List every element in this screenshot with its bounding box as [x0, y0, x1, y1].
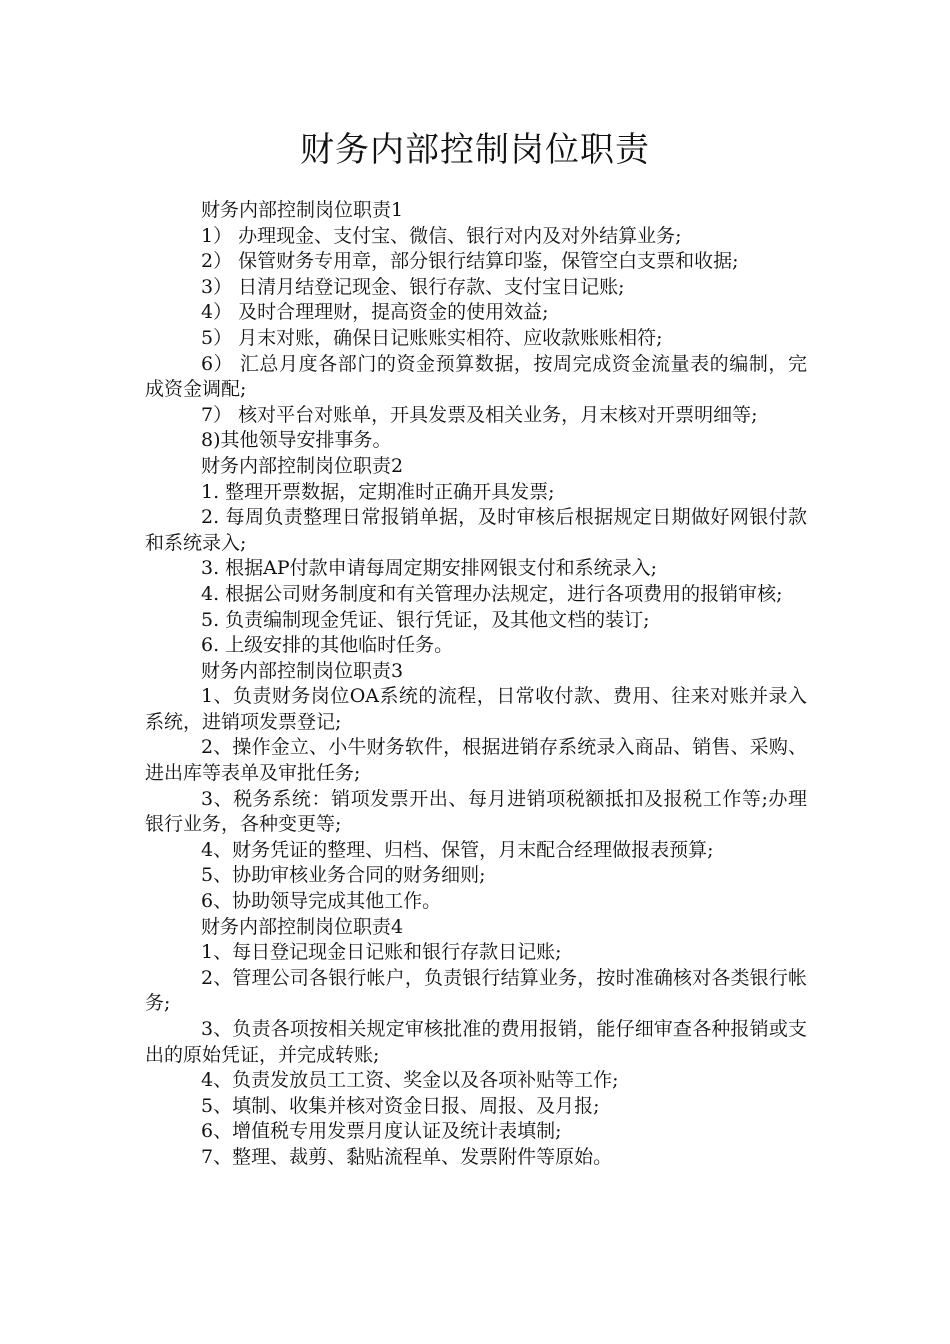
duty-item: 7） 核对平台对账单，开具发票及相关业务，月末核对开票明细等; [201, 403, 758, 426]
duty-item: 1、负责财务岗位OA系统的流程，日常收付款、费用、往来对账并录入系统，进销项发票登记; [145, 685, 807, 733]
duty-item: 4、财务凭证的整理、归档、保管，月末配合经理做报表预算; [201, 838, 714, 861]
duty-item: 5. 负责编制现金凭证、银行凭证，及其他文档的装订; [201, 608, 650, 631]
duty-item: 6） 汇总月度各部门的资金预算数据，按周完成资金流量表的编制，完成资金调配; [145, 352, 807, 401]
duty-item: 4. 根据公司财务制度和有关管理办法规定，进行各项费用的报销审核; [201, 582, 783, 605]
duty-item: 2、操作金立、小牛财务软件，根据进销存系统录入商品、销售、采购、进出库等表单及审批任务; [145, 736, 807, 785]
duty-item: 3） 日清月结登记现金、银行存款、支付宝日记账; [201, 275, 625, 298]
section-heading: 财务内部控制岗位职责3 [201, 659, 404, 682]
section-heading: 财务内部控制岗位职责4 [201, 915, 404, 938]
section-heading: 财务内部控制岗位职责1 [201, 199, 404, 221]
document-body [145, 198, 807, 1171]
duty-item: 3、税务系统：销项发票开出、每月进销项税额抵扣及报税工作等;办理银行业务，各种变更等; [145, 787, 807, 836]
document-title: 财务内部控制岗位职责 [300, 130, 650, 170]
duty-item: 3、负责各项按相关规定审核批准的费用报销，能仔细审查各种报销或支出的原始凭证，并完成转账; [145, 1018, 807, 1066]
duty-item: 2. 每周负责整理日常报销单据，及时审核后根据规定日期做好网银付款和系统录入; [145, 506, 807, 554]
duty-item: 2、管理公司各银行帐户，负责银行结算业务，按时准确核对各类银行帐务; [145, 966, 807, 1015]
duty-item: 7、整理、裁剪、黏贴流程单、发票附件等原始。 [201, 1145, 613, 1168]
duty-item: 6、增值税专用发票月度认证及统计表填制; [201, 1120, 562, 1143]
duty-item: 5、协助审核业务合同的财务细则; [201, 864, 486, 887]
duty-item: 6. 上级安排的其他临时任务。 [201, 634, 454, 657]
duty-item: 5） 月末对账，确保日记账账实相符、应收款账账相符; [201, 326, 663, 349]
duty-item: 2） 保管财务专用章，部分银行结算印鉴，保管空白支票和收据; [201, 250, 739, 273]
duty-item: 1. 整理开票数据，定期准时正确开具发票; [201, 480, 555, 503]
duty-item: 3. 根据AP付款申请每周定期安排网银支付和系统录入; [201, 557, 658, 580]
duty-item: 4、负责发放员工工资、奖金以及各项补贴等工作; [201, 1069, 619, 1092]
duty-item: 1） 办理现金、支付宝、微信、银行对内及对外结算业务; [201, 224, 682, 247]
duty-item: 8)其他领导安排事务。 [201, 429, 392, 452]
duty-item: 1、每日登记现金日记账和银行存款日记账; [201, 941, 562, 964]
duty-item: 6、协助领导完成其他工作。 [201, 890, 442, 913]
section-heading: 财务内部控制岗位职责2 [201, 454, 404, 477]
duty-item: 5、填制、收集并核对资金日报、周报、及月报; [201, 1094, 600, 1117]
duty-item: 4） 及时合理理财，提高资金的使用效益; [201, 301, 549, 324]
